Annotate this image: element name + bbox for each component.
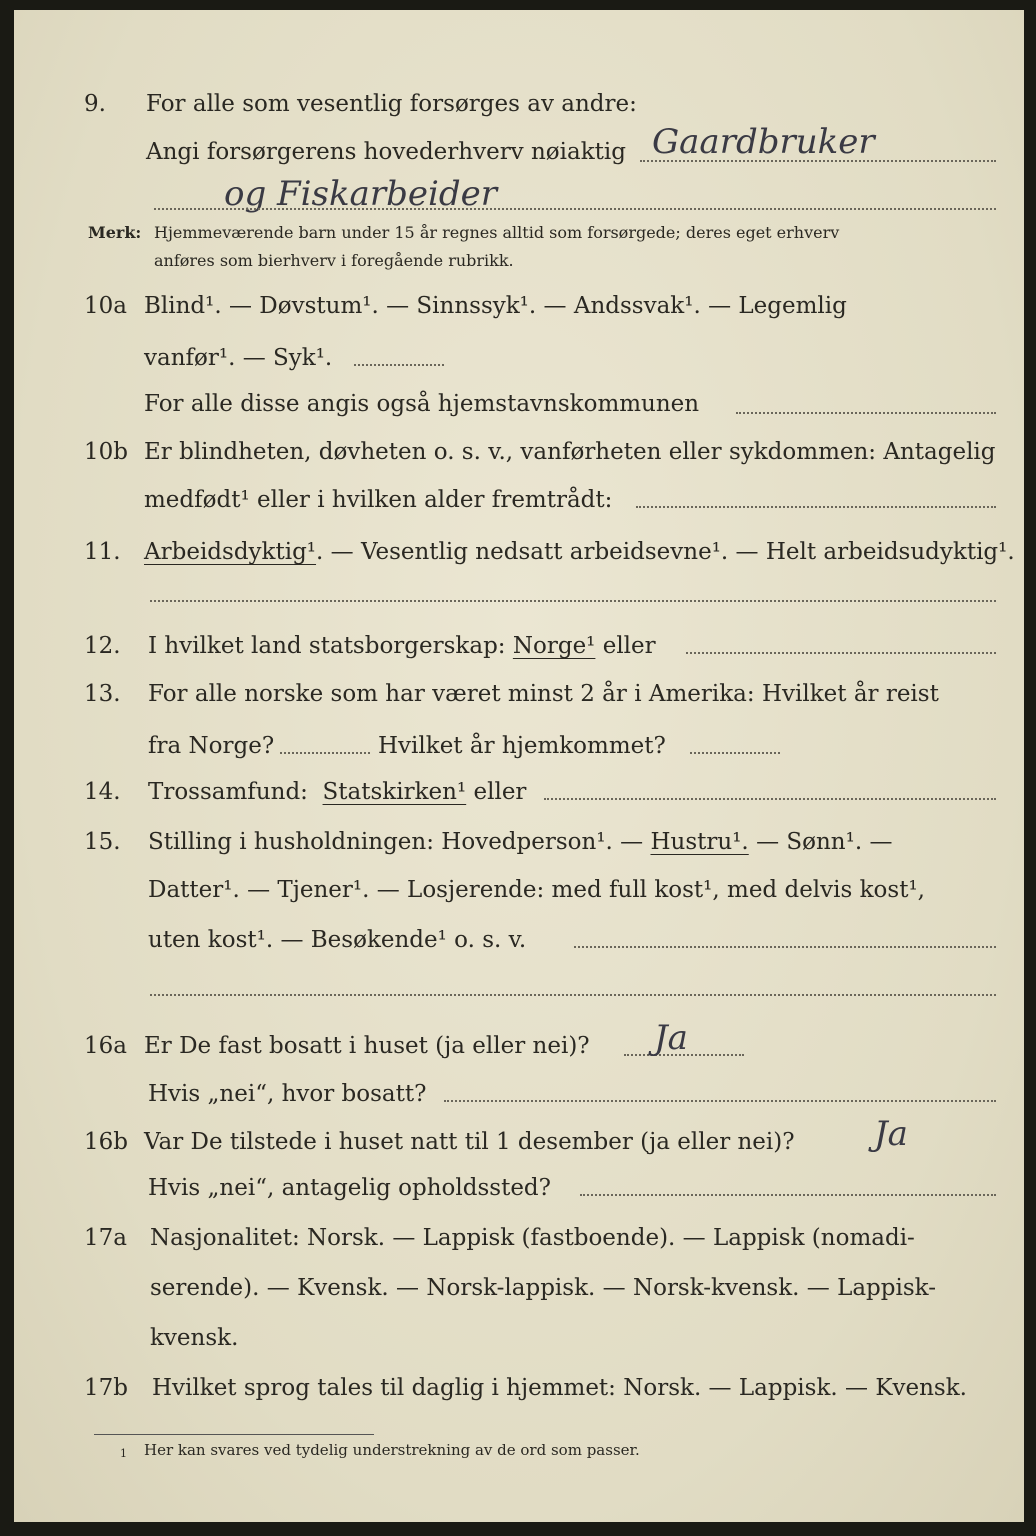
q11-rest: . — Vesentlig nedsatt arbeidsevne¹. — Helt arbeidsudyktig¹.: [316, 539, 1015, 565]
q12-question: I hvilket land statsborgerskap:: [148, 633, 506, 659]
q16b-line2: Hvis „nei“, antagelig opholdssted?: [148, 1175, 551, 1201]
q9-handwritten-answer-2: og Fiskarbeider: [224, 174, 497, 214]
q14-or: eller: [473, 779, 527, 805]
q13-line2a: fra Norge?: [148, 733, 275, 759]
q16b-number: 16b: [84, 1129, 128, 1155]
footnote-mark: 1: [120, 1447, 127, 1460]
q9-line2: Angi forsørgerens hovederhverv nøiaktig: [146, 139, 626, 165]
q17a-number: 17a: [84, 1225, 127, 1251]
q13-dotted-line-2: [690, 752, 780, 754]
q17b-line1: Hvilket sprog tales til daglig i hjemmet: Norsk. — Lappisk. — Kvensk.: [152, 1375, 967, 1401]
q14-question: Trossamfund:: [148, 779, 308, 805]
footnote-rule: [94, 1434, 374, 1435]
q15-line1: [148, 828, 892, 856]
footnote-text: Her kan svares ved tydelig understrekning av de ord som passer.: [144, 1441, 640, 1459]
q15-number: 15.: [84, 829, 121, 855]
q9-number: 9.: [84, 91, 106, 117]
q15-line1-end: — Sønn¹. —: [756, 829, 893, 855]
q13-dotted-line-1: [280, 752, 370, 754]
q16a-dotted-line-2: [444, 1100, 996, 1102]
q10a-dotted-line-2: [736, 412, 996, 414]
merk-label: Merk:: [88, 223, 142, 242]
q10a-number: 10a: [84, 293, 127, 319]
q10b-line1: Er blindheten, døvheten o. s. v., vanførheten eller sykdommen: Antagelig: [144, 439, 996, 465]
q15-dotted-line-1: [574, 946, 996, 948]
q16a-number: 16a: [84, 1033, 127, 1059]
q16b-line1: Var De tilstede i huset natt til 1 desember (ja eller nei)?: [144, 1129, 795, 1155]
merk-line2: anføres som bierhverv i foregående rubrikk.: [154, 251, 514, 270]
q16a-handwritten-answer: Ja: [654, 1018, 688, 1058]
q9-handwritten-answer-1: Gaardbruker: [652, 122, 875, 162]
q17b-number: 17b: [84, 1375, 128, 1401]
q16b-handwritten-answer: Ja: [874, 1114, 908, 1154]
merk-line1: Hjemmeværende barn under 15 år regnes alltid som forsørgede; deres eget erhverv: [154, 223, 840, 242]
q16a-line1: Er De fast bosatt i huset (ja eller nei)?: [144, 1033, 590, 1059]
q10b-line2: medfødt¹ eller i hvilken alder fremtrådt:: [144, 487, 613, 513]
q17a-line1: Nasjonalitet: Norsk. — Lappisk (fastboende). — Lappisk (nomadi-: [150, 1225, 915, 1251]
q11-dotted-line: [150, 600, 996, 602]
q15-underlined-choice: Hustru¹.: [650, 829, 749, 855]
q13-line2b: Hvilket år hjemkommet?: [378, 733, 666, 759]
q12-line: [148, 632, 656, 660]
q16a-line2: Hvis „nei“, hvor bosatt?: [148, 1081, 427, 1107]
q12-or: eller: [602, 633, 656, 659]
q10b-number: 10b: [84, 439, 128, 465]
q14-underlined-choice: Statskirken¹: [322, 779, 467, 805]
q11-number: 11.: [84, 539, 121, 565]
q17a-line2: serende). — Kvensk. — Norsk-lappisk. — Norsk-kvensk. — Lappisk-: [150, 1275, 936, 1301]
q10b-dotted-line: [636, 506, 996, 508]
q12-underlined-choice: Norge¹: [512, 633, 596, 659]
q15-line3: uten kost¹. — Besøkende¹ o. s. v.: [148, 927, 527, 953]
q13-line1: For alle norske som har været minst 2 år i Amerika: Hvilket år reist: [148, 681, 939, 707]
q14-number: 14.: [84, 779, 121, 805]
q14-dotted-line: [544, 798, 996, 800]
q14-line: [148, 778, 526, 806]
census-form-page: [14, 10, 1024, 1522]
q15-line1-start: Stilling i husholdningen: Hovedperson¹. —: [148, 829, 644, 855]
q11-underlined-choice: Arbeidsdyktig¹: [144, 539, 317, 565]
q10a-line1: Blind¹. — Døvstum¹. — Sinnssyk¹. — Andssvak¹. — Legemlig: [144, 293, 847, 319]
q9-line1: For alle som vesentlig forsørges av andre:: [146, 91, 637, 117]
q12-dotted-line: [686, 652, 996, 654]
q9-dotted-line-2: [154, 208, 996, 210]
q10a-dotted-line-1: [354, 364, 444, 366]
q10a-line3: For alle disse angis også hjemstavnskommunen: [144, 391, 700, 417]
q17a-line3: kvensk.: [150, 1325, 239, 1351]
q15-line2: Datter¹. — Tjener¹. — Losjerende: med full kost¹, med delvis kost¹,: [148, 877, 925, 903]
q13-number: 13.: [84, 681, 121, 707]
q11-line: [144, 538, 1015, 566]
q16b-dotted-line: [580, 1194, 996, 1196]
q15-dotted-line-2: [150, 994, 996, 996]
q12-number: 12.: [84, 633, 121, 659]
q10a-line2: vanfør¹. — Syk¹.: [144, 345, 333, 371]
